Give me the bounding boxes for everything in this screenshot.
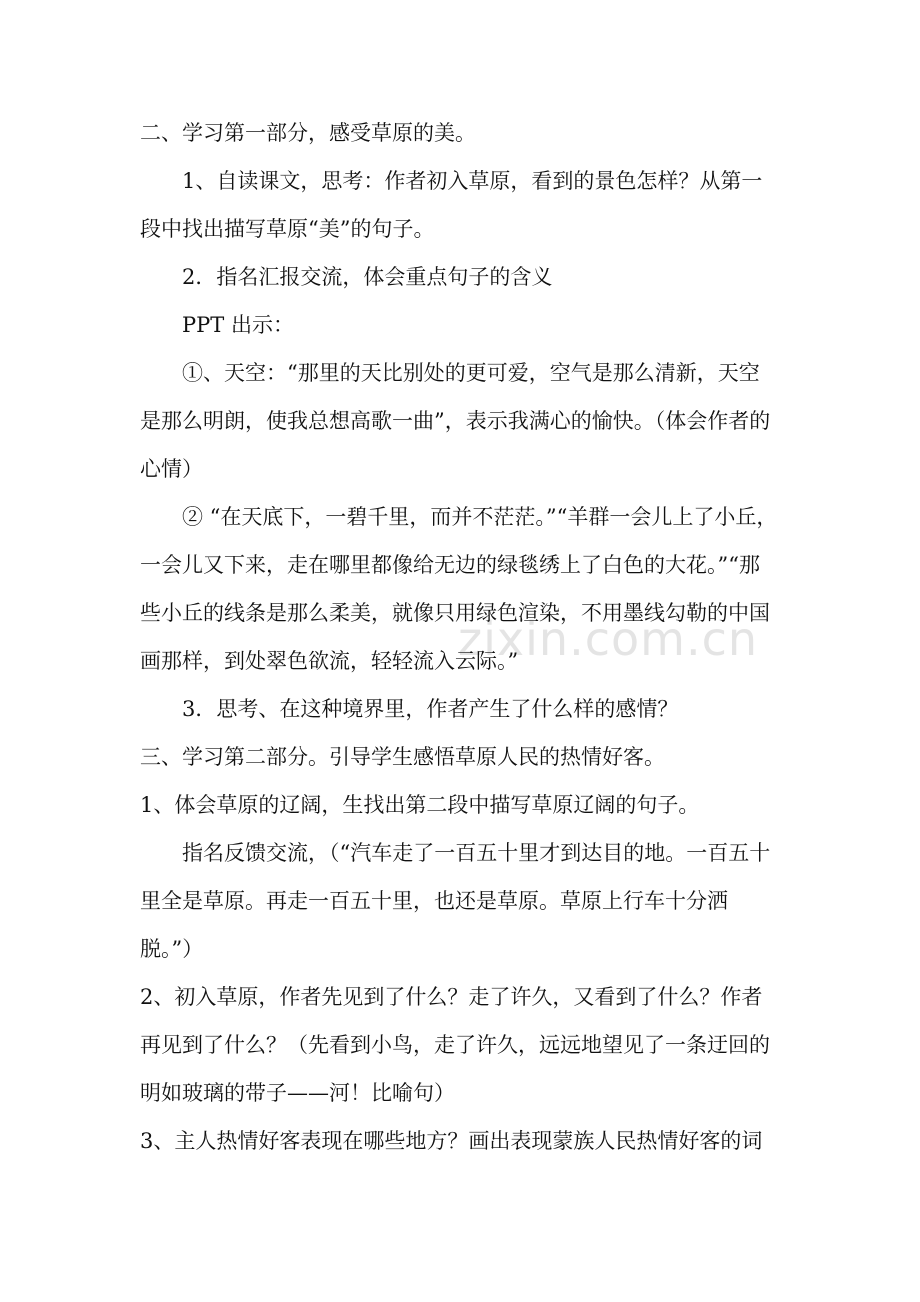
paragraph-line: ①、天空：“那里的天比别处的更可爱，空气是那么清新，天空 (182, 361, 760, 385)
paragraph-line: 一会儿又下来，走在哪里都像给无边的绿毯绣上了白色的大花。”“那 (140, 553, 760, 577)
paragraph-line: 再见到了什么？（先看到小鸟，走了许久，远远地望见了一条迂回的 (140, 1033, 770, 1057)
paragraph-line: 2．指名汇报交流，体会重点句子的含义 (182, 265, 553, 289)
paragraph-line: PPT 出示： (182, 313, 294, 337)
paragraph-line: 1、自读课文，思考：作者初入草原，看到的景色怎样？从第一 (182, 169, 763, 193)
paragraph-line: 些小丘的线条是那么柔美，就像只用绿色渲染，不用墨线勾勒的中国 (140, 601, 770, 625)
heading-part-one: 二、学习第一部分，感受草原的美。 (140, 121, 476, 145)
paragraph-line: 1、体会草原的辽阔，生找出第二段中描写草原辽阔的句子。 (140, 793, 700, 817)
paragraph-line: ② “在天底下，一碧千里，而并不茫茫。”“羊群一会儿上了小丘， (182, 505, 778, 529)
paragraph-line: 2、初入草原，作者先见到了什么？走了许久，又看到了什么？作者 (140, 985, 763, 1009)
paragraph-line: 心情） (140, 457, 203, 481)
heading-part-two: 三、学习第二部分。引导学生感悟草原人民的热情好客。 (140, 745, 665, 769)
paragraph-line: 里全是草原。再走一百五十里，也还是草原。草原上行车十分洒 (140, 889, 728, 913)
watermark: zixin.com.cn (458, 612, 759, 666)
paragraph-line: 明如玻璃的带子——河！比喻句） (140, 1081, 455, 1105)
paragraph-line: 3．思考、在这种境界里，作者产生了什么样的感情？ (182, 697, 679, 721)
paragraph-line: 画那样，到处翠色欲流，轻轻流入云际。” (140, 649, 519, 673)
paragraph-line: 段中找出描写草原“美”的句子。 (140, 217, 435, 241)
paragraph-line: 3、主人热情好客表现在哪些地方？画出表现蒙族人民热情好客的词 (140, 1129, 763, 1153)
paragraph-line: 是那么明朗，使我总想高歌一曲”，表示我满心的愉快。（体会作者的 (140, 409, 771, 433)
paragraph-line: 脱。”） (140, 937, 204, 961)
paragraph-line: 指名反馈交流，（“汽车走了一百五十里才到达目的地。一百五十 (182, 841, 771, 865)
